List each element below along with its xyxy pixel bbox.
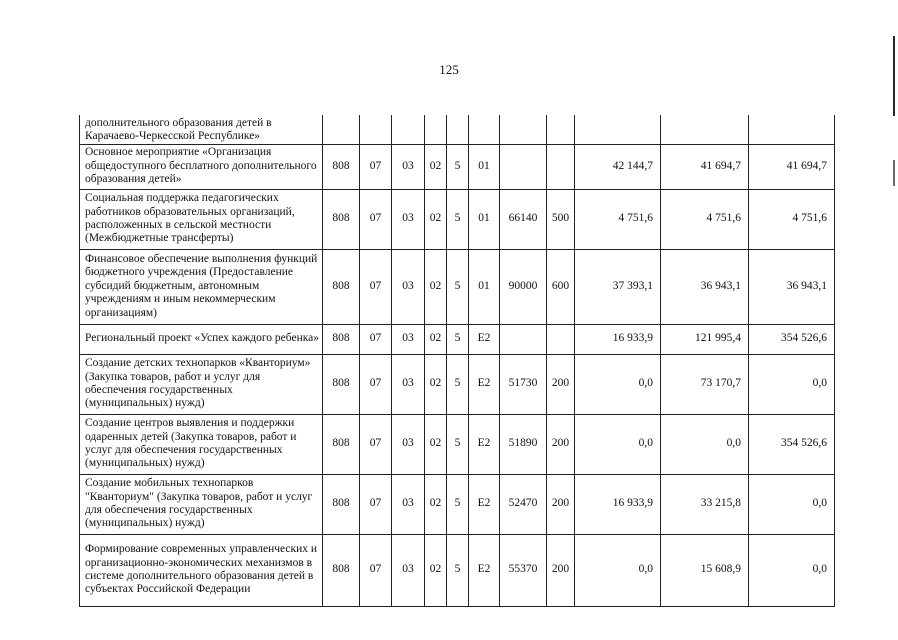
section-code: 07 — [360, 189, 392, 249]
ministry-code: 808 — [323, 354, 360, 414]
amount-2020 — [575, 115, 661, 144]
expense-type-code — [547, 144, 575, 189]
subprogram-code: 5 — [447, 249, 469, 324]
amount-2022: 354 526,6 — [749, 414, 835, 474]
amount-2022: 0,0 — [749, 534, 835, 606]
expense-type-code — [547, 115, 575, 144]
ministry-code: 808 — [323, 474, 360, 534]
expense-type-code — [547, 324, 575, 354]
amount-2021: 33 215,8 — [661, 474, 749, 534]
scan-edge-mark — [893, 36, 895, 116]
direction-code: 90000 — [500, 249, 547, 324]
program-code — [425, 115, 447, 144]
direction-code — [500, 144, 547, 189]
row-name: дополнительного образования детей в Карачаево-Черкесской Республике» — [80, 115, 323, 144]
program-code: 02 — [425, 474, 447, 534]
direction-code — [500, 115, 547, 144]
section-code: 07 — [360, 324, 392, 354]
amount-2021: 15 608,9 — [661, 534, 749, 606]
program-code: 02 — [425, 414, 447, 474]
expense-type-code: 200 — [547, 414, 575, 474]
amount-2020: 0,0 — [575, 534, 661, 606]
subprogram-code: 5 — [447, 324, 469, 354]
main-event-code: E2 — [469, 354, 500, 414]
program-code: 02 — [425, 354, 447, 414]
ministry-code: 808 — [323, 414, 360, 474]
table-row — [80, 324, 835, 354]
program-code: 02 — [425, 324, 447, 354]
section-code: 07 — [360, 354, 392, 414]
main-event-code: 01 — [469, 249, 500, 324]
row-name: Социальная поддержка педагогических работников образовательных организаций, расположенных в сельской местности (Межбюджетные трансферты) — [80, 189, 323, 249]
section-code: 07 — [360, 474, 392, 534]
row-name: Создание центров выявления и поддержки одаренных детей (Закупка товаров, работ и услуг для обеспечения государственных (муниципальных) нужд) — [80, 414, 323, 474]
amount-2020: 37 393,1 — [575, 249, 661, 324]
section-code — [360, 115, 392, 144]
row-name: Формирование современных управленческих и организационно-экономических механизмов в системе дополнительного образования детей в субъектах Российской Федерации — [80, 534, 323, 606]
amount-2022 — [749, 115, 835, 144]
table-row — [80, 189, 835, 249]
subsection-code: 03 — [392, 354, 425, 414]
row-name: Финансовое обеспечение выполнения функций бюджетного учреждения (Предоставление субсидий бюджетным, автономным учреждениям и иным некоммерческим организациям) — [80, 249, 323, 324]
amount-2022: 41 694,7 — [749, 144, 835, 189]
table-row — [80, 115, 835, 144]
table-row — [80, 354, 835, 414]
section-code: 07 — [360, 414, 392, 474]
subprogram-code: 5 — [447, 354, 469, 414]
amount-2021: 41 694,7 — [661, 144, 749, 189]
table-row — [80, 414, 835, 474]
amount-2021: 73 170,7 — [661, 354, 749, 414]
row-name: Основное мероприятие «Организация общедоступного бесплатного дополнительного образования детей» — [80, 144, 323, 189]
main-event-code: 01 — [469, 189, 500, 249]
direction-code: 51730 — [500, 354, 547, 414]
section-code: 07 — [360, 249, 392, 324]
main-event-code: E2 — [469, 474, 500, 534]
expense-type-code: 200 — [547, 474, 575, 534]
ministry-code — [323, 115, 360, 144]
subsection-code: 03 — [392, 534, 425, 606]
amount-2020: 16 933,9 — [575, 324, 661, 354]
table-row — [80, 474, 835, 534]
section-code: 07 — [360, 144, 392, 189]
main-event-code: E2 — [469, 324, 500, 354]
section-code: 07 — [360, 534, 392, 606]
amount-2020: 0,0 — [575, 414, 661, 474]
subprogram-code: 5 — [447, 474, 469, 534]
expense-type-code: 200 — [547, 534, 575, 606]
subprogram-code: 5 — [447, 189, 469, 249]
subsection-code — [392, 115, 425, 144]
amount-2020: 0,0 — [575, 354, 661, 414]
program-code: 02 — [425, 534, 447, 606]
page-number: 125 — [439, 62, 459, 77]
subsection-code: 03 — [392, 324, 425, 354]
amount-2021 — [661, 115, 749, 144]
ministry-code: 808 — [323, 534, 360, 606]
main-event-code: E2 — [469, 534, 500, 606]
ministry-code: 808 — [323, 324, 360, 354]
amount-2021: 4 751,6 — [661, 189, 749, 249]
main-event-code: 01 — [469, 144, 500, 189]
expense-type-code: 600 — [547, 249, 575, 324]
subsection-code: 03 — [392, 414, 425, 474]
table-row — [80, 249, 835, 324]
amount-2021: 121 995,4 — [661, 324, 749, 354]
subprogram-code: 5 — [447, 144, 469, 189]
ministry-code: 808 — [323, 249, 360, 324]
program-code: 02 — [425, 249, 447, 324]
main-event-code — [469, 115, 500, 144]
amount-2020: 42 144,7 — [575, 144, 661, 189]
scan-edge-mark — [893, 160, 895, 186]
amount-2020: 16 933,9 — [575, 474, 661, 534]
subsection-code: 03 — [392, 474, 425, 534]
amount-2021: 0,0 — [661, 414, 749, 474]
amount-2022: 36 943,1 — [749, 249, 835, 324]
direction-code: 52470 — [500, 474, 547, 534]
amount-2022: 0,0 — [749, 474, 835, 534]
subsection-code: 03 — [392, 144, 425, 189]
ministry-code: 808 — [323, 144, 360, 189]
row-name: Создание детских технопарков «Кванториум» (Закупка товаров, работ и услуг для обеспечения государственных (муниципальных) нужд) — [80, 354, 323, 414]
ministry-code: 808 — [323, 189, 360, 249]
budget-table — [79, 115, 835, 607]
subsection-code: 03 — [392, 249, 425, 324]
subprogram-code — [447, 115, 469, 144]
amount-2020: 4 751,6 — [575, 189, 661, 249]
table-row — [80, 144, 835, 189]
row-name: Создание мобильных технопарков "Кванториум" (Закупка товаров, работ и услуг для обеспечения государственных (муниципальных) нужд) — [80, 474, 323, 534]
subprogram-code: 5 — [447, 414, 469, 474]
subprogram-code: 5 — [447, 534, 469, 606]
program-code: 02 — [425, 144, 447, 189]
direction-code: 55370 — [500, 534, 547, 606]
amount-2021: 36 943,1 — [661, 249, 749, 324]
direction-code: 66140 — [500, 189, 547, 249]
row-name: Региональный проект «Успех каждого ребенка» — [80, 324, 323, 354]
direction-code — [500, 324, 547, 354]
table-row — [80, 534, 835, 606]
subsection-code: 03 — [392, 189, 425, 249]
amount-2022: 0,0 — [749, 354, 835, 414]
amount-2022: 4 751,6 — [749, 189, 835, 249]
amount-2022: 354 526,6 — [749, 324, 835, 354]
expense-type-code: 500 — [547, 189, 575, 249]
direction-code: 51890 — [500, 414, 547, 474]
program-code: 02 — [425, 189, 447, 249]
expense-type-code: 200 — [547, 354, 575, 414]
main-event-code: E2 — [469, 414, 500, 474]
